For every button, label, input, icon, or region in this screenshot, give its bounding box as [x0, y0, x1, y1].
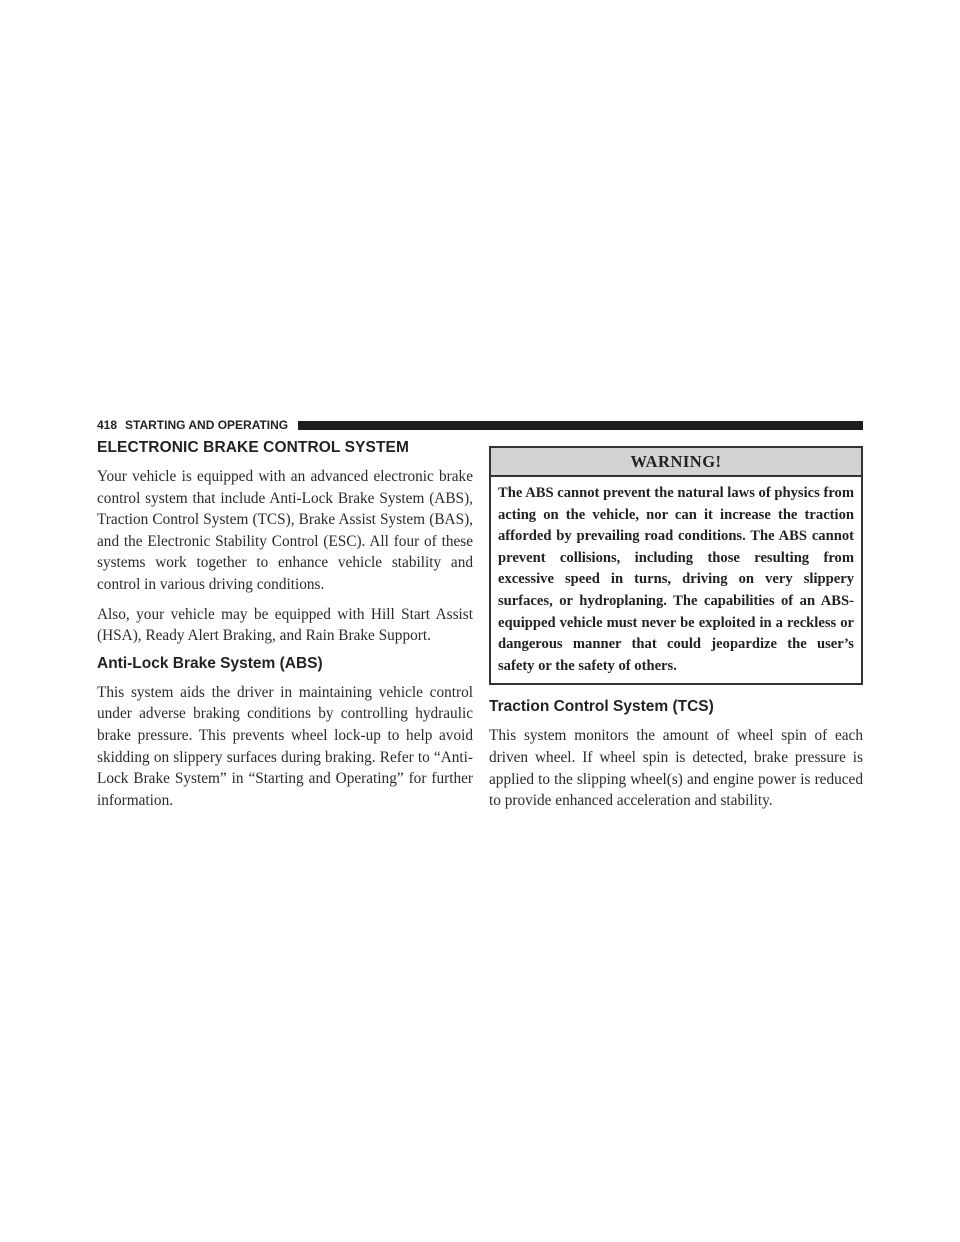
warning-title: WARNING! [491, 448, 861, 477]
hsa-paragraph: Also, your vehicle may be equipped with Hill Start Assist (HSA), Ready Alert Braking, and Rain Brake Support. [97, 605, 473, 645]
section-heading: ELECTRONIC BRAKE CONTROL SYSTEM [97, 439, 409, 456]
intro-paragraph: Your vehicle is equipped with an advanced electronic brake control system that include Anti-Lock Brake System (ABS), Traction Control System (TCS), Brake Assist System (BAS), and the Electronic Stability Control (ESC). All four of these systems work together to enhance vehicle stability and control in various driving conditions. [97, 468, 473, 593]
abs-paragraph: This system aids the driver in maintaining vehicle control under adverse braking conditions by controlling hydraulic brake pressure. This prevents wheel lock-up to help avoid skidding on slippery surfaces during braking. Refer to “Anti-Lock Brake System” in “Starting and Operating” for further information. [97, 683, 473, 809]
page-number: 418 [97, 418, 118, 432]
left-column [97, 439, 473, 819]
tcs-subheading: Traction Control System (TCS) [489, 698, 714, 716]
tcs-paragraph: This system monitors the amount of wheel spin of each driven wheel. If wheel spin is detected, brake pressure is applied to the slipping wheel(s) and engine power is reduced to provide enhanced acceleration and stability. [489, 727, 863, 810]
warning-body: The ABS cannot prevent the natural laws of physics from acting on the vehicle, nor can it increase the traction afforded by prevailing road conditions. The ABS cannot prevent collisions, including those resulting from excessive speed in turns, driving on very slippery surfaces, or hydroplaning. The capabilities of an ABS-equipped vehicle must never be exploited in a reckless or dangerous manner that could jeopardize the user’s safety or the safety of others. [498, 485, 854, 674]
abs-subheading: Anti-Lock Brake System (ABS) [97, 654, 323, 672]
section-title: STARTING AND OPERATING [125, 418, 289, 432]
running-header [97, 418, 863, 432]
right-column [489, 446, 863, 820]
warning-box [489, 446, 863, 685]
header-rule [298, 421, 863, 430]
